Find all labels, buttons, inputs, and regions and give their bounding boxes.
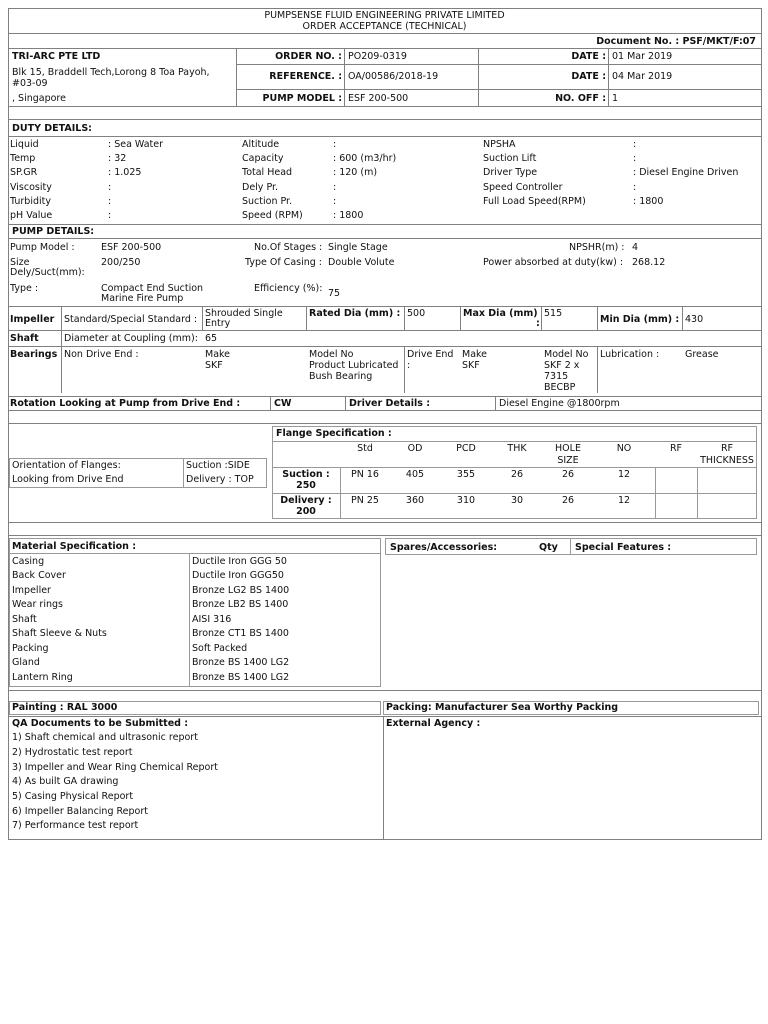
list-item: 1) Shaft chemical and ultrasonic report <box>12 732 198 743</box>
order-date-value: 01 Mar 2019 <box>612 51 673 62</box>
efficiency-label: Efficiency (%): <box>254 283 323 294</box>
duty-value: : 32 <box>108 153 127 164</box>
min-dia-label: Min Dia (mm) : <box>600 314 680 325</box>
customer-name: TRI-ARC PTE LTD <box>12 51 101 62</box>
special-features-title: Special Features : <box>575 542 672 553</box>
list-item: 4) As built GA drawing <box>12 776 119 787</box>
stages-value: Single Stage <box>328 242 388 253</box>
reference-label: REFERENCE. : <box>269 71 342 82</box>
nde-make-value: SKF <box>205 360 223 371</box>
material-value: Ductile Iron GGG 50 <box>192 556 287 567</box>
nde-model-value-1: Product Lubricated <box>309 360 399 371</box>
de-model-value-3: BECBP <box>544 382 576 393</box>
drive-end-colon: : <box>407 360 411 371</box>
size-value: 200/250 <box>101 257 141 268</box>
flange-cell: 360 <box>405 495 425 506</box>
material-value: Bronze CT1 BS 1400 <box>192 628 289 639</box>
flange-cell: PN 25 <box>351 495 379 506</box>
coupling-dia-label: Diameter at Coupling (mm): <box>64 333 198 344</box>
order-no-label: ORDER NO. : <box>275 51 342 62</box>
flange-header-rf-thickness: RF THICKNESS <box>700 443 754 466</box>
list-item: 3) Impeller and Wear Ring Chemical Report <box>12 762 218 773</box>
duty-value: : <box>108 210 112 221</box>
flange-row-size: 200 <box>296 506 316 517</box>
impeller-standard-label: Standard/Special Standard : <box>64 314 198 325</box>
flange-cell: 355 <box>456 469 476 480</box>
delivery-orientation: Delivery : TOP <box>186 474 254 485</box>
rated-dia-value: 500 <box>407 308 426 319</box>
spares-title: Spares/Accessories: <box>390 542 498 553</box>
max-dia-value: 515 <box>544 308 563 319</box>
shaft-label: Shaft <box>10 333 39 344</box>
material-value: Bronze LG2 BS 1400 <box>192 585 290 596</box>
material-title: Material Specification : <box>12 541 137 552</box>
flange-header-od: OD <box>407 443 423 454</box>
duty-label: Turbidity <box>10 196 51 207</box>
material-value: Ductile Iron GGG50 <box>192 570 284 581</box>
duty-value: : 1800 <box>633 196 664 207</box>
de-model-value-1: SKF 2 x <box>544 360 580 371</box>
pump-details-title: PUMP DETAILS: <box>12 226 95 237</box>
duty-label: Capacity <box>242 153 284 164</box>
flange-cell: 12 <box>617 469 631 480</box>
rotation-value: CW <box>274 398 292 409</box>
material-value: Bronze BS 1400 LG2 <box>192 657 290 668</box>
flange-cell: 405 <box>405 469 425 480</box>
npshr-label: NPSHR(m) : <box>569 242 625 253</box>
flange-header-no: NO <box>616 443 632 454</box>
material-value: Bronze BS 1400 LG2 <box>192 672 290 683</box>
material-part: Back Cover <box>12 570 66 581</box>
nde-model-label: Model No <box>309 349 354 360</box>
pump-model-field-value: ESF 200-500 <box>101 242 162 253</box>
power-label: Power absorbed at duty(kw) : <box>483 257 624 268</box>
non-drive-end-label: Non Drive End : <box>64 349 139 360</box>
painting: Painting : RAL 3000 <box>12 702 118 713</box>
flange-cell: 26 <box>561 495 575 506</box>
packing: Packing: Manufacturer Sea Worthy Packing <box>386 702 619 713</box>
flange-row-name: Suction : <box>282 469 330 480</box>
flange-cell: 30 <box>510 495 524 506</box>
pump-model-value: ESF 200-500 <box>348 93 409 104</box>
duty-label: Dely Pr. <box>242 182 279 193</box>
flange-cell: 12 <box>617 495 631 506</box>
list-item: 6) Impeller Balancing Report <box>12 806 148 817</box>
impeller-standard-value-2: Entry <box>205 318 231 329</box>
customer-address-line1: Blk 15, Braddell Tech,Lorong 8 Toa Payoh, <box>12 67 210 78</box>
document-title: ORDER ACCEPTANCE (TECHNICAL) <box>302 21 467 32</box>
duty-value: : <box>633 182 637 193</box>
coupling-dia-value: 65 <box>205 333 218 344</box>
duty-label: Full Load Speed(RPM) <box>483 196 586 207</box>
duty-value: : <box>108 182 112 193</box>
duty-value: : <box>333 182 337 193</box>
material-value: Soft Packed <box>192 643 248 654</box>
customer-address-line2: #03-09 <box>12 78 48 89</box>
material-part: Packing <box>12 643 49 654</box>
rotation-label: Rotation Looking at Pump from Drive End : <box>10 398 241 409</box>
efficiency-value: 75 <box>328 288 341 299</box>
de-make-label: Make <box>462 349 488 360</box>
size-label-2: Dely/Suct(mm): <box>10 267 85 278</box>
driver-details-value: Diesel Engine @1800rpm <box>499 398 620 409</box>
material-part: Shaft <box>12 614 37 625</box>
duty-label: NPSHA <box>483 139 516 150</box>
duty-label: pH Value <box>10 210 53 221</box>
duty-label: Speed Controller <box>483 182 563 193</box>
size-label: Size <box>10 257 30 268</box>
duty-value: : 120 (m) <box>333 167 378 178</box>
nde-model-value-2: Bush Bearing <box>309 371 373 382</box>
no-off-label: NO. OFF : <box>555 93 606 104</box>
duty-label: SP.GR <box>10 167 38 178</box>
material-part: Shaft Sleeve & Nuts <box>12 628 107 639</box>
flange-header-pcd: PCD <box>456 443 476 454</box>
duty-value: : Diesel Engine Driven <box>633 167 739 178</box>
no-off-value: 1 <box>612 93 619 104</box>
bearings-label: Bearings <box>10 349 58 360</box>
min-dia-value: 430 <box>685 314 704 325</box>
type-value-line1: Compact End Suction <box>101 283 204 294</box>
pump-model-label: PUMP MODEL : <box>262 93 342 104</box>
duty-label: Suction Lift <box>483 153 537 164</box>
max-dia-colon: : <box>536 318 540 329</box>
stages-label: No.Of Stages : <box>254 242 323 253</box>
order-no-value: PO209-0319 <box>348 51 407 62</box>
duty-value: : 600 (m3/hr) <box>333 153 397 164</box>
suction-orientation: Suction :SIDE <box>186 460 250 471</box>
material-part: Impeller <box>12 585 51 596</box>
duty-value: : <box>333 196 337 207</box>
material-value: AISI 316 <box>192 614 232 625</box>
flange-title: Flange Specification : <box>276 428 392 439</box>
duty-label: Liquid <box>10 139 39 150</box>
flange-header-std: Std <box>357 443 373 454</box>
nde-make-label: Make <box>205 349 231 360</box>
duty-label: Driver Type <box>483 167 538 178</box>
customer-address-line3: , Singapore <box>12 93 66 104</box>
rated-dia-label: Rated Dia (mm) : <box>309 308 401 319</box>
duty-value: : 1800 <box>333 210 364 221</box>
duty-value: : <box>333 139 337 150</box>
drive-end-label: Drive End <box>407 349 454 360</box>
material-part: Gland <box>12 657 40 668</box>
reference-value: OA/00586/2018-19 <box>348 71 439 82</box>
impeller-standard-value-1: Shrouded Single <box>205 308 283 319</box>
material-part: Wear rings <box>12 599 63 610</box>
qa-documents-title: QA Documents to be Submitted : <box>12 718 189 729</box>
list-item: 7) Performance test report <box>12 820 139 831</box>
duty-label: Total Head <box>242 167 293 178</box>
document-number: Document No. : PSF/MKT/F:07 <box>596 36 756 47</box>
duty-label: Speed (RPM) <box>242 210 303 221</box>
flange-cell: 310 <box>456 495 476 506</box>
duty-value: : <box>108 196 112 207</box>
de-make-value: SKF <box>462 360 480 371</box>
material-value: Bronze LB2 BS 1400 <box>192 599 289 610</box>
flange-cell: 26 <box>510 469 524 480</box>
orientation-label-2: Looking from Drive End <box>12 474 124 485</box>
duty-value: : <box>633 139 637 150</box>
material-part: Lantern Ring <box>12 672 73 683</box>
external-agency-title: External Agency : <box>386 718 481 729</box>
list-item: 2) Hydrostatic test report <box>12 747 133 758</box>
order-date-label: DATE : <box>571 51 606 62</box>
spares-qty: Qty <box>539 542 558 553</box>
duty-label: Suction Pr. <box>242 196 293 207</box>
power-value: 268.12 <box>632 257 666 268</box>
duty-value: : Sea Water <box>108 139 164 150</box>
reference-date-label: DATE : <box>571 71 606 82</box>
company-name: PUMPSENSE FLUID ENGINEERING PRIVATE LIMITED <box>264 10 505 21</box>
flange-header-thk: THK <box>507 443 527 454</box>
list-item: 5) Casing Physical Report <box>12 791 134 802</box>
flange-cell: PN 16 <box>351 469 379 480</box>
impeller-label: Impeller <box>10 314 55 325</box>
flange-row-name: Delivery : <box>280 495 332 506</box>
type-label: Type : <box>10 283 39 294</box>
de-model-value-2: 7315 <box>544 371 569 382</box>
max-dia-label: Max Dia (mm) <box>463 308 538 319</box>
duty-value: : 1.025 <box>108 167 142 178</box>
flange-cell: 26 <box>561 469 575 480</box>
flange-header-rf: RF <box>669 443 683 454</box>
duty-label: Altitude <box>242 139 280 150</box>
reference-date-value: 04 Mar 2019 <box>612 71 673 82</box>
de-model-label: Model No <box>544 349 589 360</box>
casing-label: Type Of Casing : <box>245 257 322 268</box>
material-part: Casing <box>12 556 45 567</box>
duty-details-title: DUTY DETAILS: <box>12 123 92 134</box>
pump-model-field-label: Pump Model : <box>10 242 75 253</box>
npshr-value: 4 <box>632 242 639 253</box>
flange-row-size: 250 <box>296 480 316 491</box>
duty-value: : <box>633 153 637 164</box>
duty-label: Temp <box>10 153 36 164</box>
flange-header-hole-size: HOLE SIZE <box>555 443 581 466</box>
lubrication-label: Lubrication : <box>600 349 660 360</box>
lubrication-value: Grease <box>685 349 719 360</box>
casing-value: Double Volute <box>328 257 395 268</box>
orientation-label: Orientation of Flanges: <box>12 460 121 471</box>
duty-label: Viscosity <box>10 182 52 193</box>
type-value-line2: Marine Fire Pump <box>101 293 184 304</box>
driver-details-label: Driver Details : <box>349 398 431 409</box>
